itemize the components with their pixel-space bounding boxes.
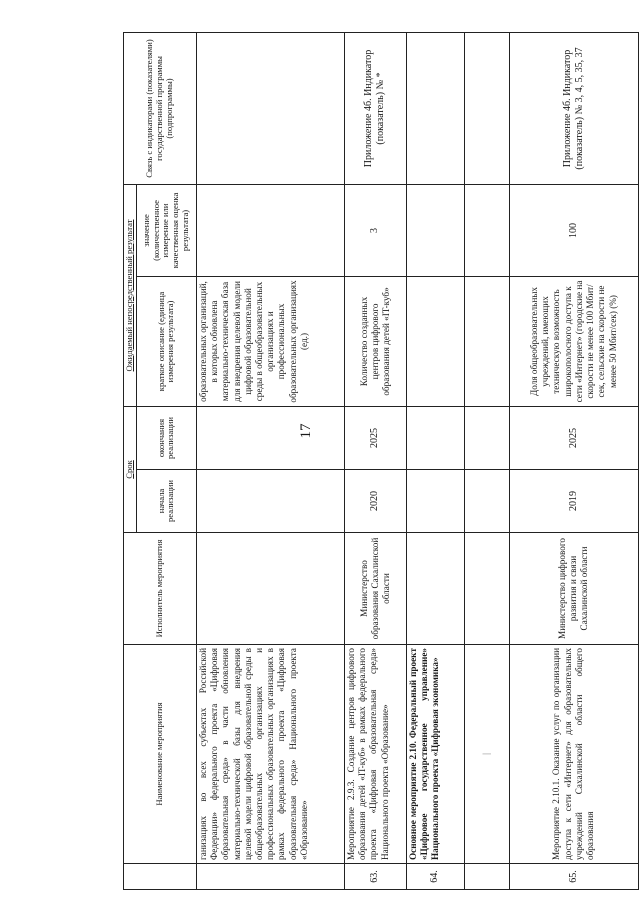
- header-row-1: [124, 32, 137, 889]
- result-description: образовательных организаций, в которых обновлена материально-техническая база для внедрения целевой модели цифровой образовательной среды в общеобразовательных организациях и профессиональных образовательных организациях (ед.): [196, 276, 344, 406]
- executor: Министерство цифрового развития и связи Сахалинской области: [509, 533, 638, 645]
- executor: [464, 533, 509, 645]
- row-number: 64.: [406, 864, 464, 890]
- indicator-link: Приложение 4б. Индикатор (показатель) № *: [344, 32, 406, 184]
- result-value: [464, 184, 509, 276]
- header-name: Наименование мероприятия: [124, 645, 197, 864]
- activity-name: Мероприятие 2.9.3. Создание центров цифрового образования детей «IT-куб» в рамках федерального проекта «Цифровая образовательная среда» Национального проекта «Образование»: [344, 645, 406, 864]
- result-description: [406, 276, 464, 406]
- activity-name: |: [464, 645, 509, 864]
- executor: Министерство образования Сахалинской области: [344, 533, 406, 645]
- end-year: [406, 406, 464, 469]
- result-value: [196, 184, 344, 276]
- header-desc: краткое описание (единица измерения результата): [136, 276, 196, 406]
- start-year: 2020: [344, 470, 406, 533]
- activity-name: Мероприятие 2.10.1. Оказание услуг по организации доступа к сети «Интернет» для образовательных учреждений Сахалинской области общего образования: [509, 645, 638, 864]
- activities-table: [123, 32, 639, 890]
- end-year: [196, 406, 344, 469]
- result-value: 100: [509, 184, 638, 276]
- result-value: [406, 184, 464, 276]
- table-row: [509, 32, 638, 889]
- table-row: [464, 32, 509, 889]
- table-row: [344, 32, 406, 889]
- executor: [196, 533, 344, 645]
- result-value: 3: [344, 184, 406, 276]
- row-number: 65.: [509, 864, 638, 890]
- indicator-link: Приложение 4б. Индикатор (показатель) № 3, 4, 5, 35, 37: [509, 32, 638, 184]
- header-executor: Исполнитель мероприятия: [124, 533, 197, 645]
- start-year: [196, 470, 344, 533]
- header-link: Связь с индикаторами (показателями) государственной программы (подпрограммы): [124, 32, 197, 184]
- result-description: Доля общеобразовательных учреждений, имеющих техническую возможность широкополосного доступа к сети «Интернет» (городские на скорости не менее 100 Мбит/сек, сельские на скорости не менее 50 Мбит/сек) (%): [509, 276, 638, 406]
- table-row: [406, 32, 464, 889]
- activity-name: ганизациях во всех субъектах Российской Федерации» федерального проекта «Цифровая образовательная среда» в части обновления материально-технической базы для внедрения целевой модели цифровой образовательной среды в общеобразовательных организациях и профессиональных образовательных организациях в рамках федерального проекта «Цифровая образовательная среда» Национального проекта «Образование»: [196, 645, 344, 864]
- executor: [406, 533, 464, 645]
- header-end: окончания реализации: [136, 406, 196, 469]
- start-year: [406, 470, 464, 533]
- indicator-link: [196, 32, 344, 184]
- header-result: Ожидаемый непосредственный результат: [124, 184, 137, 406]
- header-value: значение (количественное измерение или качественная оценка результата): [136, 184, 196, 276]
- result-description: [464, 276, 509, 406]
- result-description: Количество созданных центров цифрового образования детей «IT-куб»: [344, 276, 406, 406]
- rotated-table-container: [123, 33, 637, 890]
- indicator-link: [464, 32, 509, 184]
- header-num: [124, 864, 197, 890]
- indicator-link: [406, 32, 464, 184]
- row-number: [196, 864, 344, 890]
- start-year: [464, 470, 509, 533]
- end-year: 2025: [344, 406, 406, 469]
- end-year: 2025: [509, 406, 638, 469]
- page-number: 17: [298, 423, 314, 439]
- row-number: 63.: [344, 864, 406, 890]
- row-number: [464, 864, 509, 890]
- start-year: 2019: [509, 470, 638, 533]
- header-start: начала реализации: [136, 470, 196, 533]
- end-year: [464, 406, 509, 469]
- activity-name: Основное мероприятие 2.10. Федеральный проект «Цифровое государственное управление» Национального проекта «Цифровая экономика»: [406, 645, 464, 864]
- header-term: Срок: [124, 406, 137, 532]
- table-row: [196, 32, 344, 889]
